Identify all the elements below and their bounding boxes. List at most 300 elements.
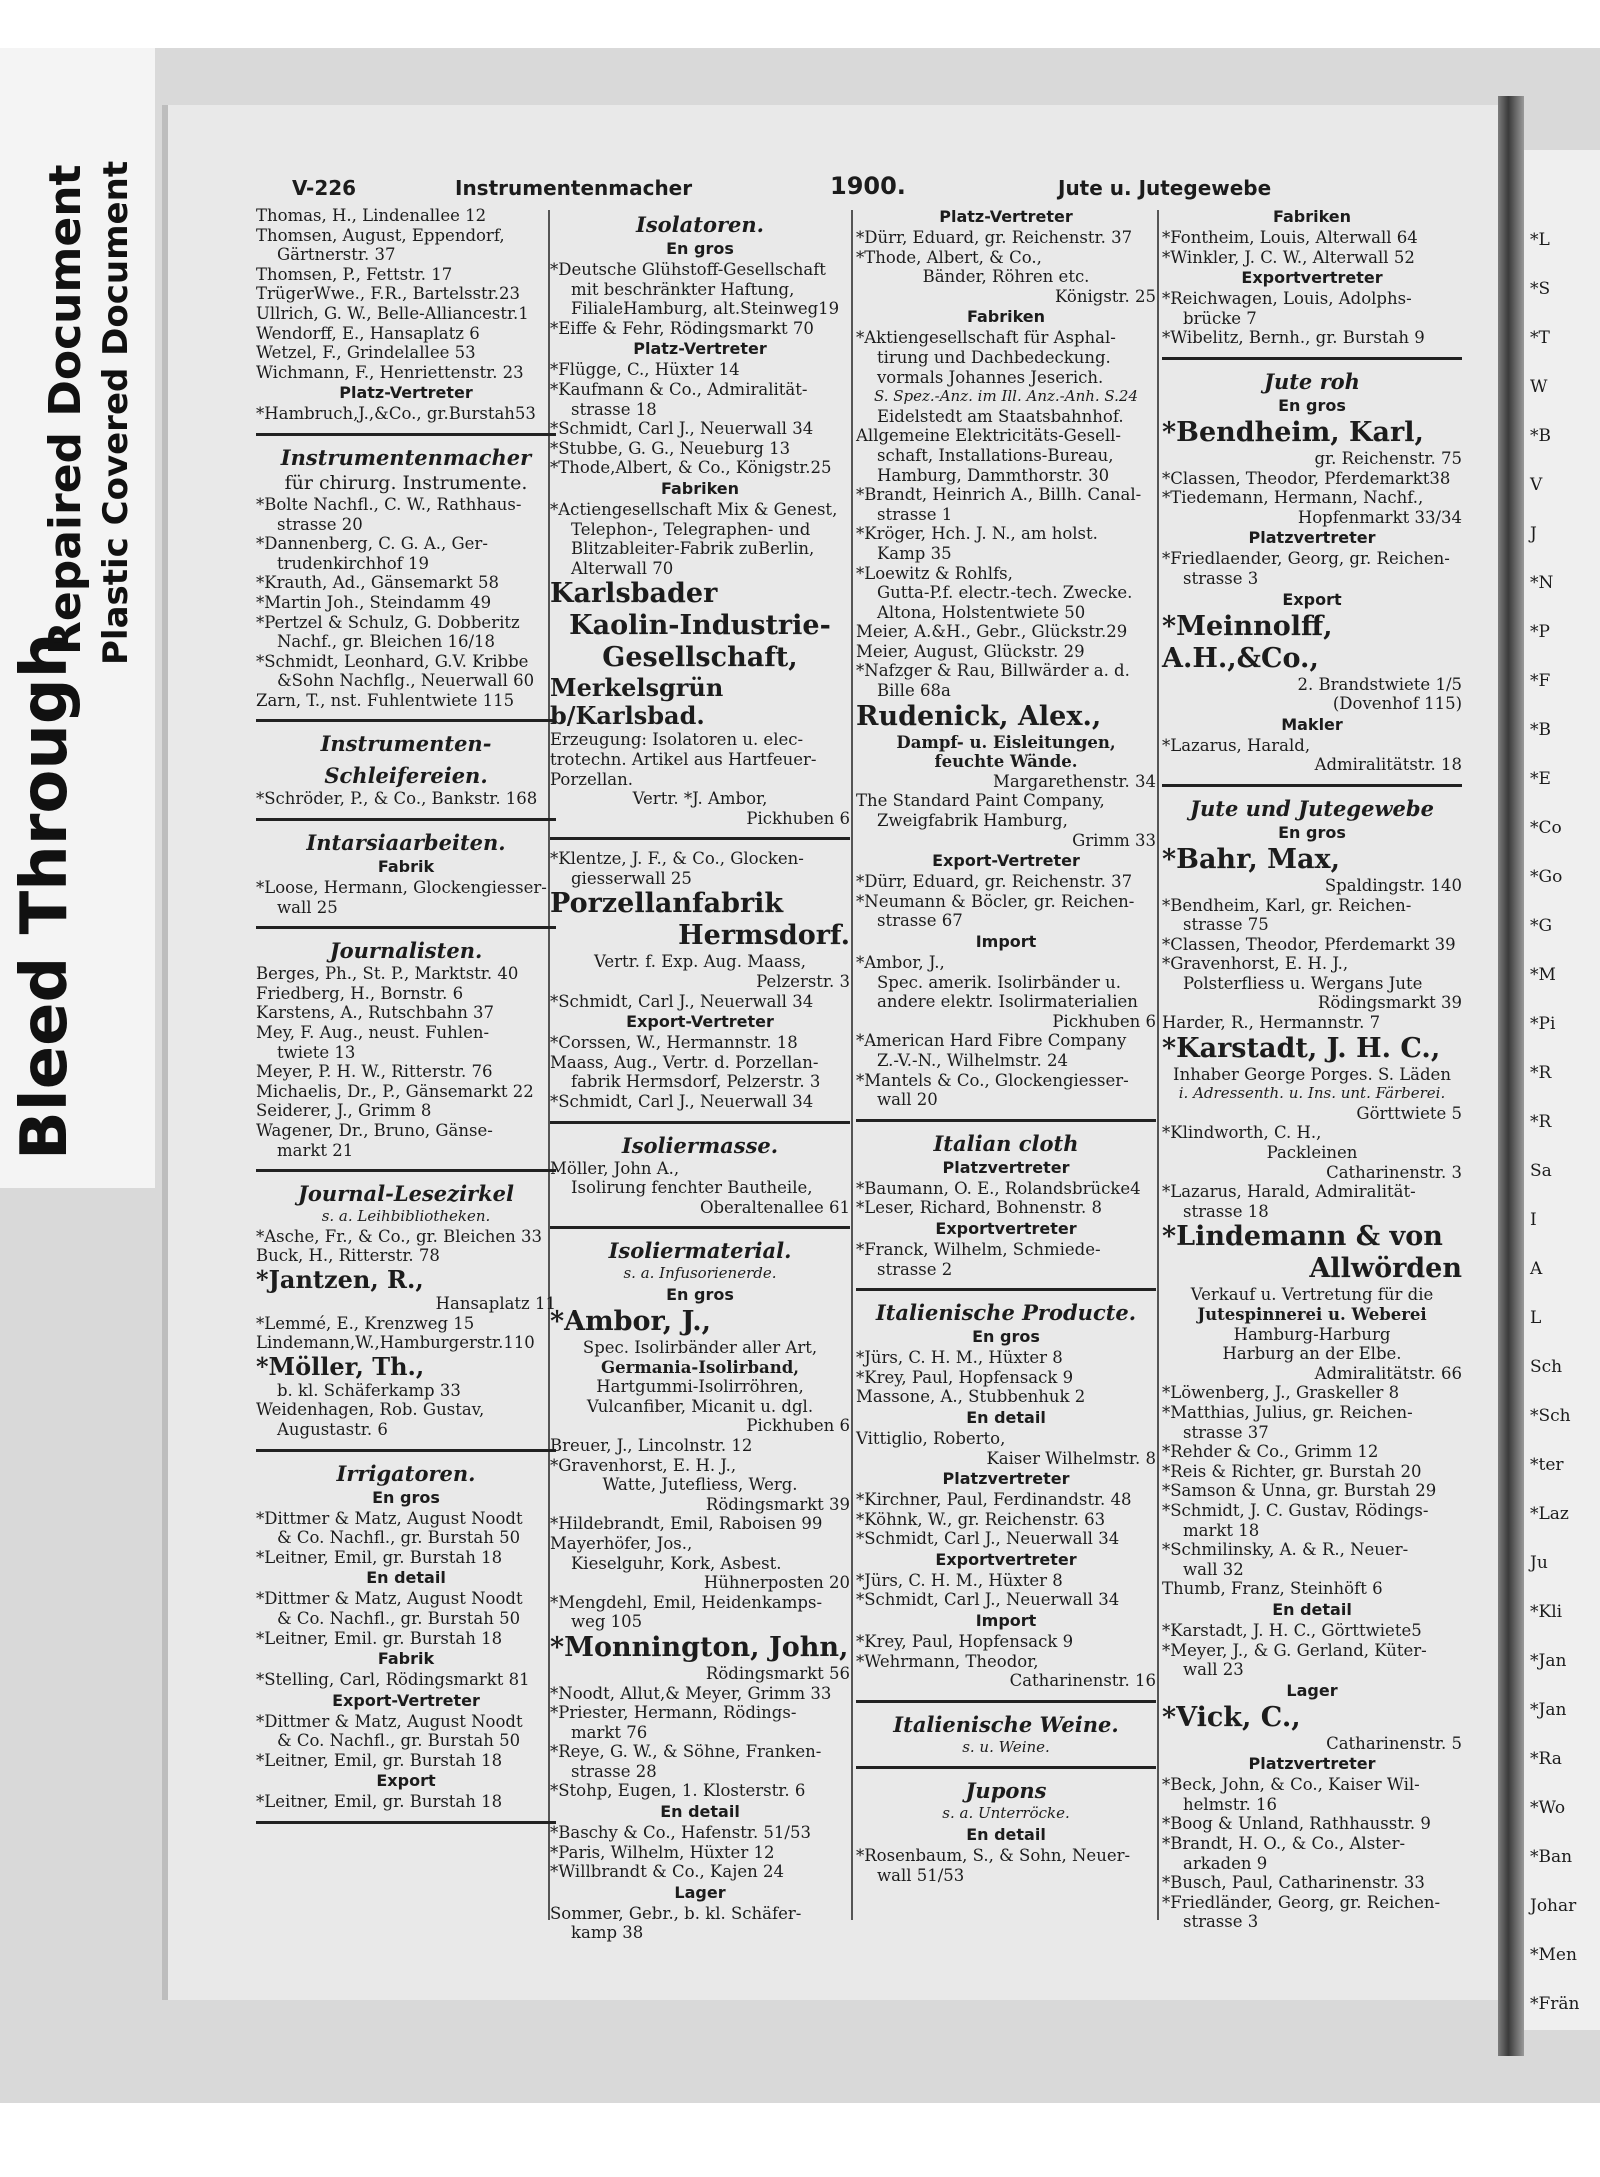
featured-entry: Rudenick, Alex., [856,700,1102,732]
featured-entry: *Lindemann & von [1162,1221,1443,1253]
entry-line: *Beck, John, & Co., Kaiser Wil- [1162,1775,1420,1795]
featured-entry: *Bendheim, Karl, [1162,416,1424,448]
year: 1900. [830,172,906,200]
entry-line: *Baschy & Co., Hafenstr. 51/53 [550,1823,811,1843]
entry-line: *Boog & Unland, Rathhausstr. 9 [1162,1814,1431,1834]
entry-line: *Busch, Paul, Catharinenstr. 33 [1162,1873,1425,1893]
next-page-fragment: *Ban [1530,1847,1573,1867]
section-rule [256,818,556,821]
next-page-fragment: J [1530,524,1537,544]
next-page-fragment: *Kli [1530,1602,1563,1622]
next-page-fragment: Johar [1530,1896,1577,1916]
entry-line: *Thode, Albert, & Co., [856,247,1042,267]
entry-line: trudenkirchhof 19 [256,553,430,573]
entry-line: *Thode,Albert, & Co., Königstr.25 [550,458,832,478]
entry-line: gr. Reichenstr. 75 [1314,448,1462,468]
entry-line: *Pertzel & Schulz, G. Dobberitz [256,612,520,632]
entry-line: Gutta-P.f. electr.-tech. Zwecke. [856,583,1133,603]
section-heading: Isoliermasse. [621,1132,779,1158]
entry-line: *Jürs, C. H. M., Hüxter 8 [856,1348,1063,1368]
entry-line: Hansaplatz 11 [435,1293,556,1313]
entry-line: Gärtnerstr. 37 [256,245,396,265]
entry-line: Wagener, Dr., Bruno, Gänse- [256,1121,493,1140]
entry-line: TrügerWwe., F.R., Bartelsstr.23 [256,284,520,304]
section-heading: Irrigatoren. [336,1460,476,1486]
entry-line: Buck, H., Ritterstr. 78 [256,1246,440,1266]
entry-line: *Winkler, J. C. W., Alterwall 52 [1162,247,1415,267]
subheading: Fabrik [377,857,435,877]
subheading: Platzvertreter [942,1469,1070,1489]
entry-line: S. Spez.-Anz. im Ill. Anz.-Anh. S.24 [873,387,1139,406]
entry-line: *Corssen, W., Hermannstr. 18 [550,1033,798,1053]
entry-line: Vittiglio, Roberto, [856,1428,1006,1448]
featured-entry: *Bahr, Max, [1162,843,1341,875]
entry-line: *Friedländer, Georg, gr. Reichen- [1162,1892,1441,1912]
entry-line: Harder, R., Hermannstr. 7 [1162,1013,1381,1033]
entry-line: *Hambruch,J.,&Co., gr.Burstah53 [256,404,536,424]
featured-entry: *Meinnolff, A.H.,&Co., [1162,610,1342,674]
next-page-fragment: *Ra [1530,1749,1562,1769]
next-page-fragment: *Jan [1530,1700,1567,1720]
entry-line: Catharinenstr. 5 [1326,1733,1462,1753]
entry-line: Hartgummi-Isolirröhren, [596,1377,804,1397]
section-rule [856,1766,1156,1769]
entry-line: *Dittmer & Matz, August Noodt [256,1508,523,1528]
entry-line: Packleinen [1266,1143,1358,1163]
entry-line: Kieselguhr, Kork, Asbest. [550,1553,782,1573]
entry-line: *Reye, G. W., & Söhne, Franken- [550,1742,822,1762]
entry-line: *Kröger, Hch. J. N., am holst. [856,524,1098,544]
entry-line: 2. Brandstwiete 1/5 [1297,674,1462,694]
page-number: V-226 [292,176,357,200]
next-page-fragment: *Frän [1530,1994,1580,2014]
entry-line: *Schmidt, Carl J., Neuerwall 34 [550,1092,814,1112]
section-rule [1162,784,1462,787]
entry-line: & Co. Nachfl., gr. Burstah 50 [256,1528,521,1548]
entry-line: *Leitner, Emil, gr. Burstah 18 [256,1547,503,1567]
entry-line: Oberaltenallee 61 [699,1197,850,1217]
featured-entry: *Möller, Th., [256,1351,425,1381]
entry-line: Germania-Isolirband, [601,1357,799,1377]
next-page-fragment: *Laz [1530,1504,1569,1524]
featured-entry: Allwörden [1309,1253,1462,1285]
entry-line: markt 76 [550,1722,648,1742]
subheading: Lager [1286,1680,1338,1700]
entry-line: *Asche, Fr., & Co., gr. Bleichen 33 [256,1226,543,1246]
entry-line: strasse 28 [550,1761,657,1781]
entry-line: *Priester, Hermann, Rödings- [550,1703,797,1723]
entry-line: *American Hard Fibre Company [856,1031,1127,1051]
column-2 [550,206,850,1943]
entry-line: Weidenhagen, Rob. Gustav, [256,1400,485,1420]
entry-line: *Matthias, Julius, gr. Reichen- [1162,1402,1413,1422]
next-page-fragment: *B [1530,720,1551,740]
entry-line: Blitzableiter-Fabrik zuBerlin, [550,539,815,559]
entry-line: Zarn, T., nst. Fuhlentwiete 115 [256,690,515,710]
section-heading: Isolatoren. [636,212,764,237]
next-page-fragment: Ju [1530,1553,1548,1573]
entry-line: *Jürs, C. H. M., Hüxter 8 [856,1570,1063,1590]
next-page-fragment: *Sch [1530,1406,1571,1426]
subheading: En gros [666,239,734,258]
entry-line: *Ambor, J., [856,953,945,972]
next-page-fragment: *L [1530,230,1550,250]
entry-line: schaft, Installations-Bureau, [856,445,1114,465]
entry-line: *Lazarus, Harald, [1162,735,1311,755]
entry-line: feuchte Wände. [934,752,1078,772]
subheading: Export-Vertreter [932,851,1080,871]
featured-entry: Porzellanfabrik [550,888,784,920]
entry-line: Kamp 35 [856,543,952,563]
entry-line: Breuer, J., Lincolnstr. 12 [550,1435,753,1455]
section-heading: Jute und Jutegewebe [1190,795,1434,821]
entry-line: Zweigfabrik Hamburg, [856,811,1068,831]
entry-line: *Loose, Hermann, Glockengiesser- [256,878,547,898]
subheading: Platz-Vertreter [339,383,473,403]
entry-line: arkaden 9 [1162,1853,1268,1873]
entry-line: *Willbrandt & Co., Kajen 24 [550,1862,784,1882]
entry-line: Grimm 33 [1072,830,1156,850]
entry-line: Meier, A.&H., Gebr., Glückstr.29 [856,622,1128,642]
entry-line: Hopfenmarkt 33/34 [1297,507,1462,527]
entry-line: *Schmidt, Carl J., Neuerwall 34 [856,1529,1120,1549]
entry-line: Spaldingstr. 140 [1324,875,1462,895]
entry-line: *Tiedemann, Hermann, Nachf., [1162,488,1424,508]
entry-line: Watte, Jutefliess, Werg. [602,1475,798,1495]
entry-line: Pickhuben 6 [746,808,850,828]
next-page-fragment: *G [1530,916,1553,936]
entry-line: Augustastr. 6 [256,1419,388,1439]
next-page-fragment: W [1530,377,1548,397]
entry-line: *Mengdehl, Emil, Heidenkamps- [550,1592,823,1612]
featured-entry: Gesellschaft, [602,642,798,674]
entry-line: *Friedlaender, Georg, gr. Reichen- [1162,549,1450,569]
featured-entry: *Monnington, John, [550,1631,849,1663]
running-head-right: Jute u. Jutegewebe [1058,176,1272,200]
entry-line: Polsterfliess u. Wergans Jute [1162,973,1423,993]
entry-line: *Eiffe & Fehr, Rödingsmarkt 70 [550,318,814,338]
featured-entry: Kaolin-Industrie- [569,610,831,642]
entry-line: *Wibelitz, Bernh., gr. Burstah 9 [1162,328,1425,348]
entry-line: *Schmidt, Carl J., Neuerwall 34 [550,991,814,1011]
entry-line: FilialeHamburg, alt.Steinweg19 [550,299,840,319]
entry-line: Bille 68a [856,681,951,701]
entry-line: trotechn. Artikel aus Hartfeuer- [550,749,817,769]
featured-entry: *Karstadt, J. H. C., [1162,1032,1441,1064]
entry-line: helmstr. 16 [1162,1794,1277,1814]
entry-line: Vulcanfiber, Micanit u. dgl. [586,1396,814,1416]
section-heading: Jupons [965,1778,1047,1804]
entry-line: Admiralitätstr. 18 [1314,755,1462,775]
section-heading: Journal-Lesezirkel [297,1181,514,1207]
entry-line: *Reichwagen, Louis, Adolphs- [1162,289,1412,309]
entry-line: Isolirung fenchter Bautheile, [550,1178,813,1198]
entry-line: markt 21 [256,1140,354,1160]
entry-line: Catharinenstr. 16 [1009,1671,1156,1691]
next-page-fragment: *R [1530,1112,1552,1132]
entry-line: Wetzel, F., Grindelallee 53 [256,343,476,363]
column-3 [856,206,1156,1885]
entry-line: Kaiser Wilhelmstr. 8 [986,1448,1156,1468]
entry-line: *Nafzger & Rau, Billwärder a. d. [856,661,1130,681]
entry-line: strasse 1 [856,504,953,524]
subheading: Export-Vertreter [332,1690,480,1710]
entry-line: Rödingsmarkt 56 [705,1663,850,1683]
next-page-fragment: *P [1530,622,1550,642]
entry-line: Sommer, Gebr., b. kl. Schäfer- [550,1903,802,1923]
entry-line: *Bendheim, Karl, gr. Reichen- [1162,895,1412,915]
entry-line: vormals Johannes Jeserich. [856,367,1104,387]
entry-line: *Bolte Nachfl., C. W., Rathhaus- [256,494,522,514]
entry-line: strasse 20 [256,514,363,534]
subheading: En detail [660,1802,740,1822]
entry-line: Z.-V.-N., Wilhelmstr. 24 [856,1050,1068,1070]
entry-line: strasse 75 [1162,915,1269,935]
entry-line: *Dittmer & Matz, August Noodt [256,1711,523,1731]
section-rule [856,1119,1156,1122]
next-page-fragment: *N [1530,573,1554,593]
entry-line: *Schmidt, Carl J., Neuerwall 34 [856,1590,1120,1610]
entry-line: Thumb, Franz, Steinhöft 6 [1162,1579,1383,1599]
section-heading: Schleifereien. [324,763,488,789]
subheading: Fabriken [1272,207,1352,226]
entry-line: Berges, Ph., St. P., Marktstr. 40 [256,964,519,984]
featured-entry: *Vick, C., [1162,1701,1301,1733]
next-page-fragment: Sch [1530,1357,1563,1377]
entry-line: Hühnerposten 20 [703,1573,850,1593]
entry-line: *Franck, Wilhelm, Schmiede- [856,1239,1101,1259]
entry-line: Pickhuben 6 [1052,1011,1156,1031]
subheading: Fabrik [377,1649,435,1669]
entry-line: Dampf- u. Eisleitungen, [896,732,1116,752]
entry-line: *Samson & Unna, gr. Burstah 29 [1162,1481,1437,1501]
entry-line: Spec. amerik. Isolirbänder u. [856,972,1121,992]
stamp-repaired-document: Repaired Document [40,164,91,655]
entry-line: Friedberg, H., Bornstr. 6 [256,983,464,1003]
subheading: Fabriken [966,307,1046,327]
section-heading: Intarsiaarbeiten. [306,830,506,856]
subheading: En detail [966,1407,1046,1427]
entry-line: *Klindworth, C. H., [1162,1123,1322,1143]
entry-line: *Dürr, Eduard, gr. Reichenstr. 37 [856,872,1133,892]
entry-line: *Leitner, Emil, gr. Burstah 18 [256,1792,503,1812]
entry-line: Görttwiete 5 [1356,1103,1462,1123]
entry-line: *Lazarus, Harald, Admiralität- [1162,1182,1416,1202]
entry-line: & Co. Nachfl., gr. Burstah 50 [256,1731,521,1751]
section-rule [256,926,556,929]
entry-line: *Schmilinsky, A. & R., Neuer- [1162,1540,1409,1560]
entry-line: Königstr. 25 [1055,286,1156,306]
entry-line: strasse 2 [856,1259,953,1279]
section-rule [856,1288,1156,1291]
entry-line: *Stubbe, G. G., Neueburg 13 [550,438,791,458]
featured-entry: Karlsbader [550,578,718,610]
entry-line: *Leitner, Emil, gr. Burstah 18 [256,1750,503,1770]
entry-line: Thomsen, P., Fettstr. 17 [256,264,453,284]
next-page-fragment: A [1530,1259,1543,1279]
entry-line: tirung und Dachbedeckung. [856,347,1111,367]
subheading: Exportvertreter [1241,268,1383,288]
entry-line: Wichmann, F., Henriettenstr. 23 [256,362,524,382]
entry-line: Alterwall 70 [550,558,674,578]
entry-line: Telephon-, Telegraphen- und [550,519,811,539]
next-page-fragment: I [1530,1210,1537,1230]
entry-line: Wendorff, E., Hansaplatz 6 [256,323,480,343]
entry-line: Pelzerstr. 3 [756,972,850,992]
next-page-fragment: *Jan [1530,1651,1567,1671]
entry-line: & Co. Nachfl., gr. Burstah 50 [256,1608,521,1628]
entry-line: andere elektr. Isolirmaterialien [856,992,1138,1012]
entry-line: Nachf., gr. Bleichen 16/18 [256,632,496,652]
section-rule [856,1700,1156,1703]
entry-line: *Schmidt, Leonhard, G.V. Kribbe [256,651,529,671]
entry-line: strasse 67 [856,911,963,931]
entry-line: *Aktiengesellschaft für Asphal- [856,328,1116,348]
entry-line: The Standard Paint Company, [856,791,1105,811]
stamp-plastic-covered: Plastic Covered Document [96,160,136,665]
next-page-fragment: *Pi [1530,1014,1556,1034]
entry-line: Hamburg, Dammthorstr. 30 [856,465,1110,485]
section-heading: Jute roh [1264,368,1360,394]
entry-line: strasse 18 [550,399,657,419]
entry-line: *Gravenhorst, E. H. J., [1162,954,1349,974]
next-page-fragment: *M [1530,965,1556,985]
next-page-fragment: *ter [1530,1455,1564,1475]
entry-line: Bänder, Röhren etc. [922,267,1090,287]
next-page-fragment: *Wo [1530,1798,1566,1818]
entry-line: *Schmidt, J. C. Gustav, Rödings- [1162,1500,1429,1520]
next-page-fragment: *Go [1530,867,1563,887]
entry-line: *Dannenberg, C. G. A., Ger- [256,534,488,554]
entry-line: Vertr. *J. Ambor, [632,789,768,809]
entry-line: *Flügge, C., Hüxter 14 [550,360,740,380]
section-rule [256,1169,556,1172]
entry-line: *Kirchner, Paul, Ferdinandstr. 48 [856,1490,1132,1510]
entry-line: *Leser, Richard, Bohnenstr. 8 [856,1198,1102,1218]
entry-line: Meier, August, Glückstr. 29 [856,641,1085,661]
stamp-bleed-through: Bleed Through [8,632,82,1160]
cross-reference: s. a. Unterröcke. [942,1804,1070,1823]
section-heading: Journalisten. [329,938,483,964]
entry-line: wall 23 [1162,1660,1244,1680]
entry-line: *Krauth, Ad., Gänsemarkt 58 [256,573,500,593]
entry-line: wall 32 [1162,1559,1244,1579]
subheading: Export [1282,589,1342,609]
entry-line: *Leitner, Emil. gr. Burstah 18 [256,1628,503,1648]
entry-line: *Rehder & Co., Grimm 12 [1162,1442,1379,1462]
entry-line: *Wehrmann, Theodor, [856,1651,1039,1671]
entry-line: fabrik Hermsdorf, Pelzerstr. 3 [550,1072,821,1092]
entry-line: *Baumann, O. E., Rolandsbrücke4 [856,1178,1141,1198]
entry-line: Margarethenstr. 34 [993,771,1156,791]
subheading: En detail [966,1825,1046,1845]
section-heading: Isoliermaterial. [608,1238,792,1264]
next-page-fragment: Sa [1530,1161,1552,1181]
entry-line: &Sohn Nachflg., Neuerwall 60 [256,671,535,691]
entry-line: *Brandt, Heinrich A., Billh. Canal- [856,485,1142,505]
section-subheading: für chirurg. Instrumente. [284,471,528,494]
section-heading: Italienische Weine. [893,1711,1119,1737]
section-rule [256,1821,556,1824]
next-page-fragment: *Co [1530,818,1562,838]
subheading: Export-Vertreter [626,1012,774,1032]
entry-line: kamp 38 [550,1923,644,1943]
next-page-edge [1524,150,1600,2030]
entry-line: *Deutsche Glühstoff-Gesellschaft [550,260,826,279]
entry-line: Altona, Holstentwiete 50 [856,602,1086,622]
subheading: Lager [674,1882,726,1902]
column-4 [1162,206,1462,1932]
entry-line: *Dürr, Eduard, gr. Reichenstr. 37 [856,228,1133,247]
entry-line: *Schmidt, Carl J., Neuerwall 34 [550,419,814,439]
entry-line: Hamburg-Harburg [1233,1324,1391,1344]
subheading: Platz-Vertreter [939,207,1073,226]
entry-line: Eidelstedt am Staatsbahnhof. [856,406,1124,426]
entry-line: Michaelis, Dr., P., Gänsemarkt 22 [256,1081,534,1101]
entry-line: Meyer, P. H. W., Ritterstr. 76 [256,1062,493,1082]
entry-line: Rödingsmarkt 39 [705,1494,850,1514]
next-page-fragment: L [1530,1308,1542,1328]
entry-line: *Krey, Paul, Hopfensack 9 [856,1632,1074,1652]
entry-line: *Noodt, Allut,& Meyer, Grimm 33 [550,1683,832,1703]
next-page-fragment: *Men [1530,1945,1577,1965]
entry-line: *Lemmé, E., Krenzweg 15 [256,1313,475,1333]
entry-line: wall 20 [856,1090,938,1110]
featured-entry: Merkelsgrün b/Karlsbad. [550,673,732,731]
entry-line: Erzeugung: Isolatoren u. elec- [550,730,804,750]
entry-line: Massone, A., Stubbenhuk 2 [856,1387,1086,1407]
entry-line: Admiralitätstr. 66 [1314,1363,1462,1383]
entry-line: *Stohp, Eugen, 1. Klosterstr. 6 [550,1781,806,1801]
entry-line: *Krey, Paul, Hopfensack 9 [856,1367,1074,1387]
entry-line: *Dittmer & Matz, August Noodt [256,1589,523,1609]
next-page-fragment: *B [1530,426,1551,446]
subheading: En gros [372,1487,440,1507]
entry-line: Porzellan. [550,769,633,789]
subheading: En detail [366,1568,446,1588]
subheading: Fabriken [660,478,740,498]
entry-line: *Rosenbaum, S., & Sohn, Neuer- [856,1846,1131,1866]
entry-line: *Meyer, J., & G. Gerland, Küter- [1162,1640,1427,1660]
entry-line: i. Adressenth. u. Ins. unt. Färberei. [1178,1084,1446,1103]
next-page-fragment: *S [1530,279,1551,299]
entry-line: giesserwall 25 [550,868,692,888]
cross-reference: s. a. Leihbibliotheken. [321,1207,491,1226]
entry-line: *Karstadt, J. H. C., Görttwiete5 [1162,1620,1422,1640]
subheading: Platzvertreter [942,1157,1070,1177]
section-heading: Instrumentenmacher [280,444,532,470]
section-rule [256,1449,556,1452]
entry-line: *Classen, Theodor, Pferdemarkt38 [1162,468,1451,488]
subheading: En detail [1272,1599,1352,1619]
entry-line: twiete 13 [256,1042,356,1062]
entry-line: *Actiengesellschaft Mix & Genest, [550,499,838,519]
entry-line: *Kaufmann & Co., Admiralität- [550,379,808,399]
section-rule [550,1121,850,1124]
section-heading: Italian cloth [933,1130,1079,1156]
entry-line: Maass, Aug., Vertr. d. Porzellan- [550,1052,819,1072]
subheading: Import [975,1611,1037,1631]
entry-line: *Classen, Theodor, Pferdemarkt 39 [1162,934,1456,954]
entry-line: Inhaber George Porges. S. Läden [1173,1064,1451,1084]
column-divider [851,210,853,1920]
cross-reference: s. a. Infusorienerde. [623,1264,777,1283]
entry-line: Catharinenstr. 3 [1326,1162,1462,1182]
entry-line: wall 25 [256,897,338,917]
subheading: Exportvertreter [935,1218,1077,1238]
entry-line: *Reis & Richter, gr. Burstah 20 [1162,1461,1422,1481]
entry-line: (Dovenhof 115) [1332,694,1462,714]
